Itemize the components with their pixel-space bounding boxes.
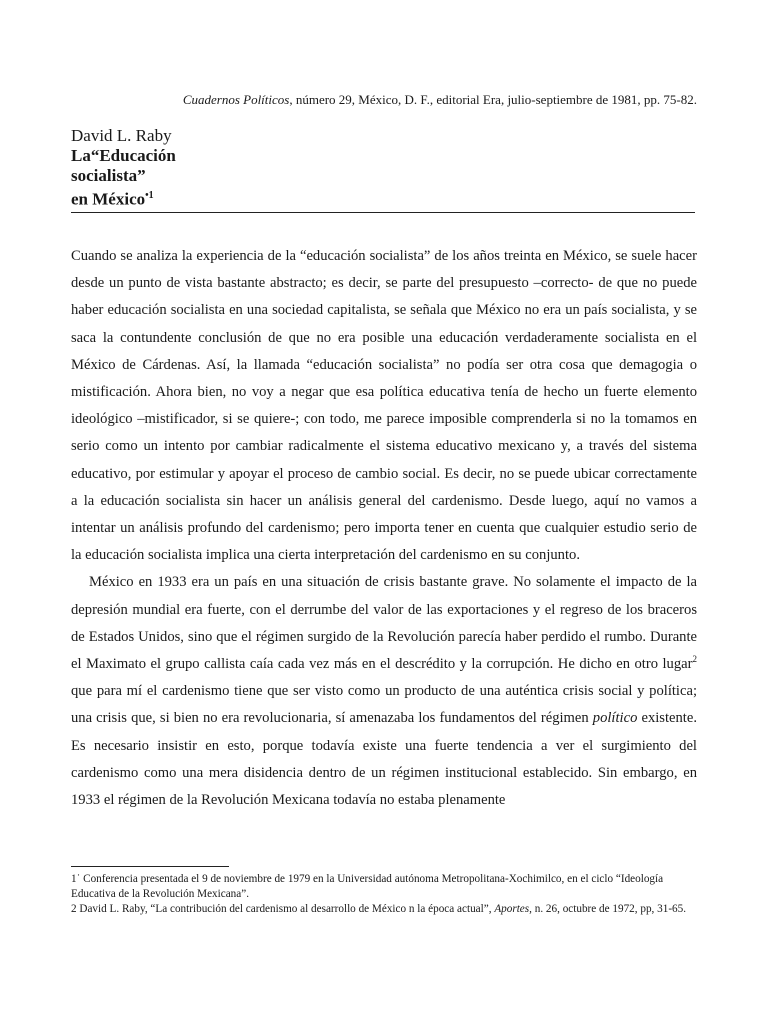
title-block: [71, 126, 695, 213]
footnote-ref-2: 2: [692, 654, 697, 665]
paragraph-1: Cuando se analiza la experiencia de la “educación socialista” de los años treinta en México, se suele hacer desde un punto de vista bastante abstracto; es decir, se parte del presupuesto –correcto- de que no puede haber educación socialista en una sociedad capitalista, se señala que México no era un país socialista, y se saca la contundente conclusión de que no era posible una educación verdaderamente socialista en el México de Cárdenas. Así, la llamada “educación socialista” no podía ser otra cosa que demagogia o mistificación. Ahora bien, no voy a negar que esa política educativa tenía de hecho un fuerte elemento ideológico –mistificador, si se quiere-; con todo, me parece imposible comprenderla si no la tomamos en serio como un intento por cambiar radicalmente el sistema educativo mexicano y, a través del sistema educativo, por estimular y apoyar el proceso de cambio social. Es decir, no se puede ubicar correctamente a la educación socialista sin hacer un análisis general del cardenismo. Desde luego, aquí no vamos a intentar un análisis profundo del cardenismo; pero importa tener en cuenta que cualquier estudio serio de la educación socialista implica una cierta interpretación del cardenismo en su conjunto.: [71, 248, 697, 564]
title-line-2: socialista”: [71, 166, 146, 185]
paragraph-2: [71, 569, 697, 814]
paragraph-2-part-c: existente. Es necesario insistir en esto, porque todavía existe una fuerte tendencia a ver el surgimiento del cardenismo como una mera disidencia dentro de un régimen institucional establecido. Sin embargo, en 1933 el régimen de la Revolución Mexicana todavía no estaba plenamente: [71, 710, 697, 809]
title-line-3: [71, 186, 695, 210]
footnotes: [71, 872, 697, 918]
citation-details: , número 29, México, D. F., editorial Era, julio-septiembre de 1981, pp. 75-82.: [289, 92, 697, 107]
title-footnote-mark: •1: [145, 190, 154, 201]
footnote-2-part-a: 2 David L. Raby, “La contribución del cardenismo al desarrollo de México n la época actual”,: [71, 903, 495, 916]
title-line-1: La“Educación: [71, 146, 176, 165]
journal-name: Cuadernos Políticos: [182, 92, 290, 107]
author-name: David L. Raby: [71, 126, 172, 145]
footnote-2-italic: Aportes,: [494, 903, 532, 916]
title-line-3-text: en México: [71, 189, 146, 209]
body-text: [71, 243, 697, 814]
footnote-divider: [71, 866, 229, 867]
citation: [183, 92, 697, 108]
footnote-1: 1˙ Conferencia presentada el 9 de noviembre de 1979 en la Universidad autónoma Metropolitana-Xochimilco, en el ciclo “Ideología Educativa de la Revolución Mexicana”.: [71, 873, 664, 901]
footnote-2: [71, 902, 697, 917]
paragraph-2-italic: político: [592, 710, 638, 727]
paragraph-2-part-a: México en 1933 era un país en una situación de crisis bastante grave. No solamente el impacto de la depresión mundial era fuerte, con el derrumbe del valor de las exportaciones y el regreso de los braceros de Estados Unidos, sino que el régimen surgido de la Revolución parecía haber perdido el rumbo. Durante el Maximato el grupo callista caía cada vez más en el descrédito y la corrupción. He dicho en otro lugar: [71, 574, 697, 673]
paragraph-2-part-b: que para mí el cardenismo tiene que ser visto como un producto de una auténtica crisis social y política; una crisis que, si bien no era revolucionaria, sí amenazaba los fundamentos del régimen: [71, 683, 697, 727]
footnote-2-part-b: n. 26, octubre de 1972, pp, 31-65.: [531, 903, 687, 916]
